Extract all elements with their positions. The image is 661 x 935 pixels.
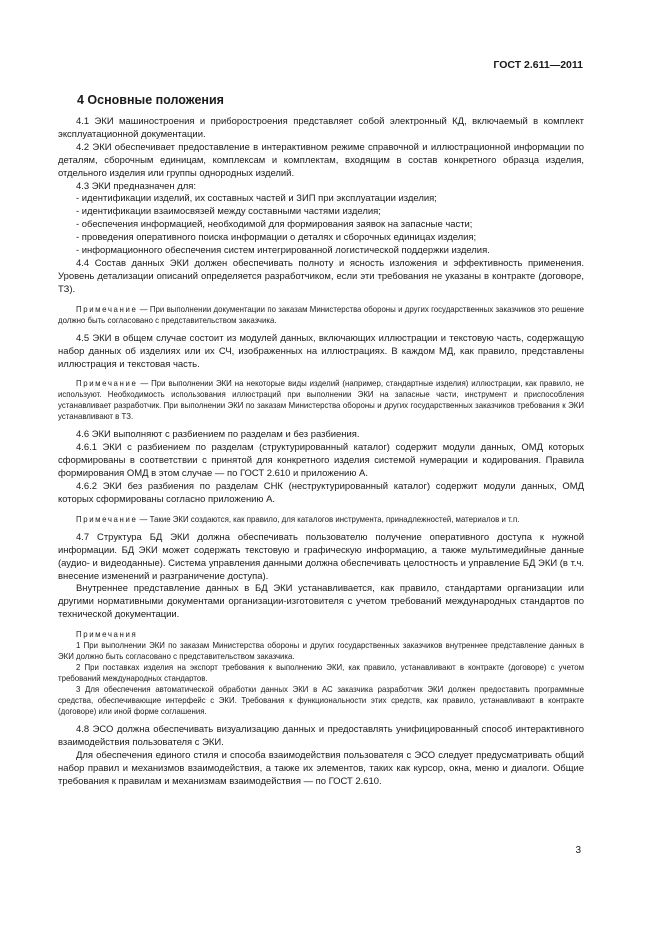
paragraph-4-6-1: 4.6.1 ЭКИ с разбиением по разделам (структурированный каталог) содержит модули данных, ОМД которых сформированы в соответствии с принятой для конкретного изделия системой нумерации и кодирования. Правила формирования ОМД в этом случае — по ГОСТ 2.610 и приложению А. — [58, 442, 584, 480]
list-item: - идентификации взаимосвязей между составными частями изделия; — [76, 206, 381, 218]
paragraph-4-8-continued: Для обеспечения единого стиля и способа взаимодействия пользователя с ЭСО следует предусматривать общий набор правил и механизмов взаимодействия, а также их элементов, таких как курсор, окна, меню и диалоги. Общие требования к правилам и механизмам взаимодействия — по ГОСТ 2.610. — [58, 750, 584, 787]
note-text: — Такие ЭКИ создаются, как правило, для каталогов инструмента, принадлежностей, материалов и т.п. — [137, 514, 520, 524]
paragraph-4-2: 4.2 ЭКИ обеспечивает предоставление в интерактивном режиме справочной и иллюстрационной информации по деталям, сборочным единицам, комплексам и комплектам, входящим в состав конкретного образца изделия, отдельного изделия или группы однородных изделий. — [58, 141, 584, 179]
note-label: Примечание — [76, 304, 138, 314]
list-item: - обеспечения информацией, необходимой для формирования заявок на запасные части; — [76, 219, 473, 231]
paragraph-4-7: 4.7 Структура БД ЭКИ должна обеспечивать пользователю получение оперативного доступа к нужной информации. БД ЭКИ может содержать текстовую и графическую информацию, а также мультимедийные данные (аудио- и видеоданные). Система управления данными должна обеспечивать целостность и управление БД ЭКИ (в т.ч. внесение изменений и разграничение доступа). — [58, 531, 584, 582]
paragraph-4-4: 4.4 Состав данных ЭКИ должен обеспечивать полноту и ясность изложения и эффективность применения. Уровень детализации описаний определяется разработчиком, если эти требования не указаны в контракте (договоре, ТЗ). — [58, 257, 584, 295]
note-item: 1 При выполнении ЭКИ по заказам Министерства обороны и других государственных заказчиков внутреннее представление данных в ЭКИ должно быть согласовано с представительством заказчика. — [58, 641, 584, 662]
paragraph-4-6-2: 4.6.2 ЭКИ без разбиения по разделам СНК (неструктурированный каталог) содержит модули данных, ОМД которых сформированы согласно приложению А. — [58, 481, 584, 505]
note-label: Примечание — [76, 514, 138, 524]
note-item: 2 При поставках изделия на экспорт требования к выполнению ЭКИ, как правило, устанавливают в контракте (договоре) с учетом требований международных стандартов. — [58, 663, 584, 684]
notes-label: Примечания — [76, 630, 138, 640]
paragraph-4-8: 4.8 ЭСО должна обеспечивать визуализацию данных и предоставлять унифицированный способ интерактивного взаимодействия пользователя с ЭКИ. — [58, 724, 584, 749]
list-item: - проведения оперативного поиска информации о деталях и сборочных единицах изделия; — [76, 232, 477, 244]
note-label: Примечание — [76, 379, 138, 389]
paragraph-4-7-continued: Внутреннее представление данных в БД ЭКИ устанавливается, как правило, стандартами организации или другими нормативными документами организации-изготовителя с учетом требований международных стандартов по технической документации. — [58, 583, 584, 621]
list-item: - идентификации изделий, их составных частей и ЗИП при эксплуатации изделия; — [76, 193, 437, 205]
note-text: — При выполнении документации по заказам Министерства обороны и других государственных заказчиков это решение должно быть согласовано с представительством заказчика. — [58, 304, 584, 325]
paragraph-4-6: 4.6 ЭКИ выполняют с разбиением по разделам и без разбиения. — [76, 429, 360, 441]
note-item: 3 Для обеспечения автоматической обработки данных ЭКИ в АС заказчика разработчик ЭКИ должен предоставить программные средства, обеспечивающие интерфейс с ЭКИ. Требования к функциональности этих средств, как правило, устанавливают в контракте (договоре) или иной форме соглашения. — [58, 685, 584, 717]
paragraph-4-3: 4.3 ЭКИ предназначен для: — [76, 180, 197, 192]
page-number: 3 — [575, 845, 581, 856]
section-title: 4 Основные положения — [77, 93, 224, 107]
note-2 — [58, 378, 584, 422]
document-number: ГОСТ 2.611—2011 — [493, 59, 583, 71]
note-3 — [58, 514, 584, 525]
note-1 — [58, 304, 584, 326]
list-item: - информационного обеспечения систем интегрированной логистической поддержки изделия. — [76, 245, 490, 257]
paragraph-4-5: 4.5 ЭКИ в общем случае состоит из модулей данных, включающих иллюстрации и текстовую часть, содержащую набор данных об изделиях или их СЧ, изображенных на иллюстрациях. В каждом МД, как правило, представлены иллюстрация и текстовая часть. — [58, 332, 584, 370]
paragraph-4-1: 4.1 ЭКИ машиностроения и приборостроения представляет собой электронный КД, включаемый в комплект эксплуатационной документации. — [58, 116, 584, 140]
section-body — [58, 116, 584, 789]
note-text: — При выполнении ЭКИ на некоторые виды изделий (например, стандартные изделия) иллюстрации, как правило, не используют. Необходимость использования иллюстраций при выполнении ЭКИ на запасные части, инструмент и приспособления устанавливает разработчик. При выполнении ЭКИ по заказам Министерства обороны и других государственных заказчиков требования к ЭКИ устанавливают в ТЗ. — [58, 379, 584, 422]
